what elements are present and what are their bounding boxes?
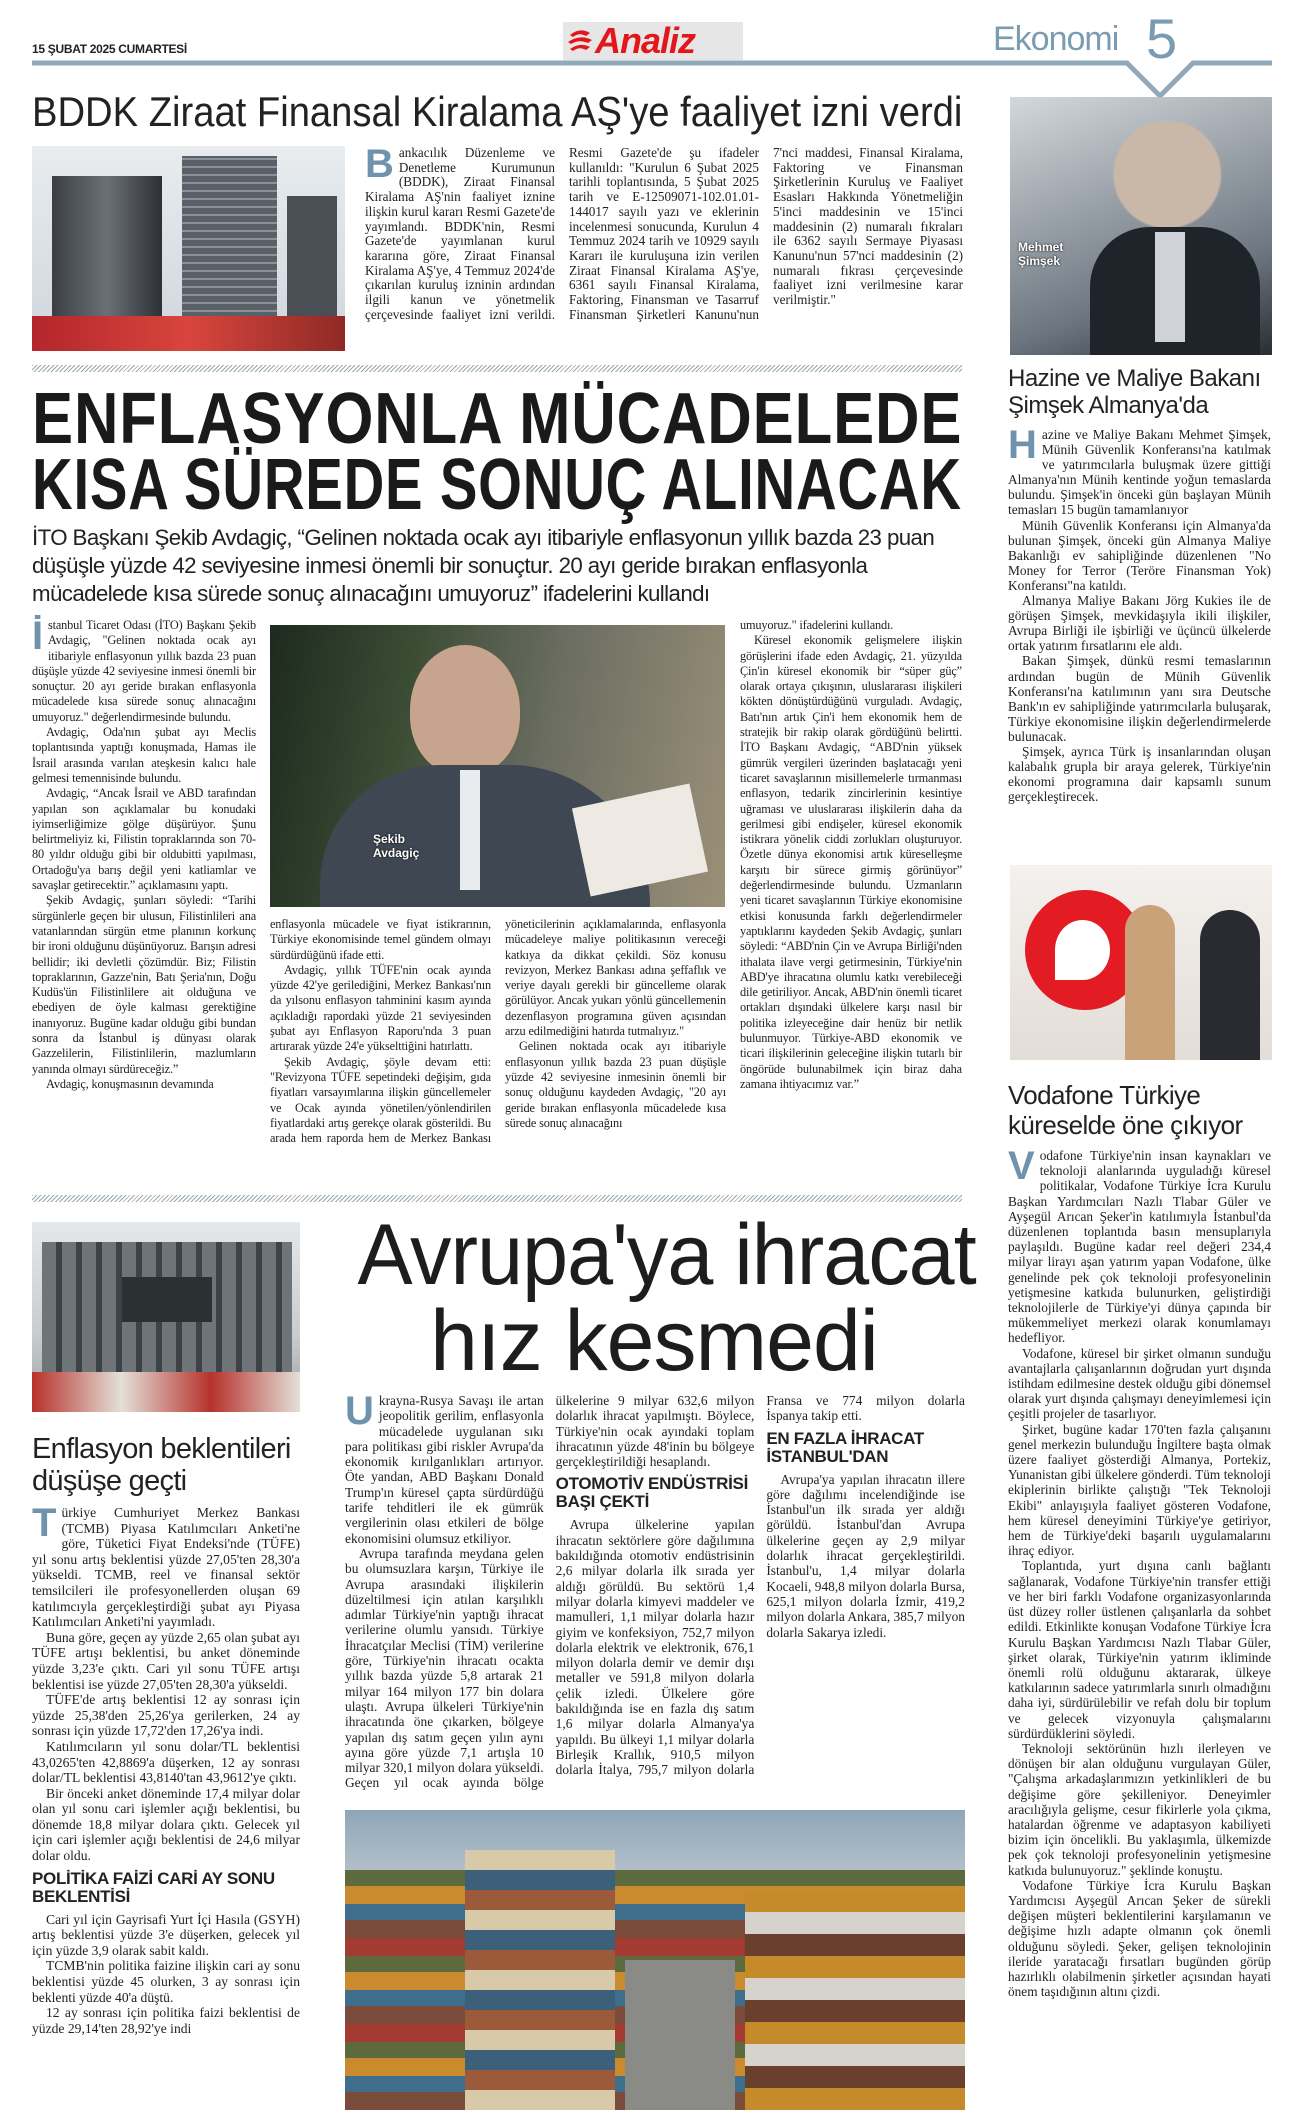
logo-emblem-icon: [566, 27, 594, 55]
paragraph: Şekib Avdagiç, şunları söyledi: “Tarihi sürgünlerle geçen bir ulusun, Filistinlileri ana vatanlarından sürgün etme planının korkunç bir ironi olduğunu düşünüyoruz. Barışın adresi bellidir; iki devletli çözümdür. Biz; Filistin topraklarının, Gazze'nin, Batı Şeria'nın, Doğu Kudüs'ün Filistinlilere ait olduğuna ve ebediyen de öyle kalması gerektiğine inanıyoruz. Bugüne kadar olduğu gibi bundan sonra da İstanbul iş dünyası olarak Gazzelilerin, Filistinlilerin, mazlumların yanında olmayı sürdüreceğiz.”: [32, 893, 256, 1076]
paragraph: Almanya Maliye Bakanı Jörg Kukies ile de görüşen Şimşek, mevkidaşıyla ikili ilişkiler, Avrupa Birliği ile işbirliği ve üçüncü ülkelerde ortak yatırım fırsatlarını ele aldı.: [1008, 593, 1271, 654]
simsek-headline-line1: Hazine ve Maliye Bakanı: [1008, 365, 1261, 392]
paragraph: İstanbul Ticaret Odası (İTO) Başkanı Şekib Avdagiç, "Gelinen noktada ocak ayı itibariyle enflasyonun yıllık bazda 23 puan düşüşle yüzde 42 seviyesine inmesi önemli bir sonuçtur. 20 ayı geride bırakan enflasyonla mücadelede kısa sürede sonuç alınacağını umuyoruz." değerlendirmesinde bulundu.: [32, 614, 256, 724]
paragraph: Teknoloji sektörünün hızlı ilerleyen ve dönüşen bir alan olduğunu vurgulayan Güler, "Çalışma arkadaşlarımızın yetkinlikleri de bu değişime göre şekilleniyor. Deneyimler aracılığıyla gelişme, cesur fikirlerle yola çıkma, hatalardan öğrenme ve adaptasyon kabiliyeti bizim için öncelikli. Bu yaklaşımla, ülkemizde pek çok teknoloji profesyonelinin yetişmesine katkıda bulunuyoruz." şeklinde konuştu.: [1008, 1740, 1271, 1878]
paragraph: 12 ay sonrası için politika faizi beklentisi de yüzde 29,14'ten 28,92'ye indi: [32, 2005, 300, 2036]
tcmb-building-photo: [32, 1222, 300, 1412]
subheading: POLİTİKA FAİZİ CARİ AY SONU BEKLENTİSİ: [32, 1868, 275, 1906]
vodafone-body: [1008, 1144, 1271, 2000]
paragraph: Toplantıda, yurt dışına canlı bağlantı sağlanarak, Vodafone Türkiye'nin transfer ettiği ve her biri farklı Vodafone organizasyonlarında üst düzey roller üstlenen çalışanlarla da sohbet edildi. Etkinlikte konuşan Vodafone Türkiye İcra Kurulu Başkan Yardımcısı Nazlı Tlabar Güler, şirket olarak, Türkiye'nin yatırım ikliminde önemli rolü olduğunu aktararak, ülkeye katkılarının sadece yatırımlarla sınırlı olmadığını daha iyi, sürdürülebilir ve refah dolu bir toplum ve gelecek vizyonuyla çalışmalarını sürdürdüklerini söyledi.: [1008, 1558, 1271, 1741]
containers-photo: [345, 1810, 965, 2110]
paragraph: Şekib Avdagiç, şöyle devam etti: "Revizyona TÜFE sepetindeki değişim, gıda fiyatları varsayımlarına ilişkin güncellemeler ve Ocak ayında yönetilen/yönlendirilen fiyatlardaki artış gerekçe olarak gösterildi. Bu arada hem raporda hem de Merkez Bankası yöneticilerinin açıklamalarında, enflasyonla mücadeleye maliye politikasının vereceği katkıya da dikkat çekildi. Söz konusu revizyon, Merkez Bankası adına şeffaflık ve veriye dayalı gerekli bir güncelleme olarak görülüyor. Ancak yukarı yönlü güncellemenin dezenflasyon programına güven açısından arzu edilmediğini hatırda tutmalıyız.": [270, 917, 726, 1146]
tcmb-body: [32, 1501, 300, 2036]
paragraph: Buna göre, geçen ay yüzde 2,65 olan şubat ayı TÜFE artışı beklentisi, bu anket döneminde yüzde 3,23'e çıktı. Cari yıl sonu TÜFE artışı beklentisi ise yüzde 27,05'ten 28,30'a yükseldi.: [32, 1629, 300, 1692]
avrupa-headline-line1: Avrupa'ya ihracat: [357, 1207, 976, 1303]
paragraph: Katılımcıların yıl sonu dolar/TL beklentisi 43,0265'ten 42,8869'a düşerken, 12 ay sonrası dolar/TL beklentisi 43,8140'tan 43,9612'ye çıktı.: [32, 1738, 300, 1786]
paragraph: Cari yıl için Gayrisafi Yurt İçi Hasıla (GSYH) artış beklentisi yüzde 3'e düşerken, gelecek yıl için yüzde 3,9 olarak sabit kaldı.: [32, 1911, 300, 1958]
main-headline-line2: KISA SÜREDE SONUÇ ALINACAK: [32, 445, 962, 525]
avdagic-photo-caption: Şekib Avdagiç: [373, 832, 420, 860]
simsek-headline-line2: Şimşek Almanya'da: [1008, 392, 1209, 419]
tcmb-headline-line1: Enflasyon beklentileri: [32, 1433, 291, 1465]
issue-date: 15 ŞUBAT 2025 CUMARTESİ: [32, 42, 187, 56]
avrupa-headline-box-2: [345, 1293, 963, 1389]
paragraph: Bankacılık Düzenleme ve Denetleme Kurumunun (BDDK), Ziraat Finansal Kiralama AŞ'nin faaliyet iznine ilişkin kurul kararı Resmi Gazete'de yayımlandı. BDDK'nin, Resmi Gazete'de yayımlanan kurul kararına göre, Ziraat Finansal Kiralama AŞ'ye, 4 Temmuz 2024'de çıkarılan kuruluş izninin ardından ilgili kanun ve yönetmelik çerçevesinde faaliyet izni verildi. Resmi Gazete'de şu ifadeler kullanıldı: "Kurulun 6 Şubat 2025 tarihli toplantısında, 5 Şubat 2025 tarih ve E-12509071-102.01.01-144017 sayılı yazı ve eklerinin incelenmesi sonucunda, Kurulun 4 Temmuz 2024 tarih ve 10929 sayılı Kararı ile kuruluşuna izin verilen Ziraat Finansal Kiralama AŞ'ye, 6361 sayılı Finansal Kiralama, Faktoring, Finansman ve Tasarruf Finansman Şirketleri Kanunu'nun 7'nci maddesi, Finansal Kiralama, Faktoring ve Finansman Şirketlerinin Kuruluş ve Faaliyet Esasları Hakkında Yönetmeliğin 5'inci maddesinin ve 15'inci maddesinin (2) numaralı fıkraları ile 6362 sayılı Sermaye Piyasası Kanunu'nun 57'nci maddesinin (2) numaralı fıkrası çerçevesinde faaliyet izni verilmesine karar verilmiştir.": [365, 142, 963, 322]
subheading: EN FAZLA İHRACAT İSTANBUL'DAN: [766, 1428, 924, 1466]
paragraph: umuyoruz." ifadelerini kullandı.: [740, 618, 894, 632]
paragraph: Gelinen noktada ocak ayı itibariyle enflasyonun yıllık bazda 23 puan düşüşle yüzde 42 seviyesine inmesinin önemli bir sonuç olduğunu kaydeden Avdagiç, "20 ayı geride bırakan enflasyonla mücadelede kısa sürede sonuç alınacağını: [505, 1039, 726, 1130]
main-subtitle: İTO Başkanı Şekib Avdagiç, “Gelinen noktada ocak ayı itibariyle enflasyonun yıllık bazda 23 puan düşüşle yüzde 42 seviyesine inmesi önemli bir sonuçtur. 20 ayı geride bırakan enflasyonla mücadelede kısa sürede sonuç alınacağını umuyoruz” ifadelerini kullandı: [32, 525, 935, 606]
simsek-body: [1008, 423, 1271, 805]
paragraph: Avrupa tarafında meydana gelen bu olumsuzlara karşın, Türkiye ile Avrupa arasındaki ilişkilerin düzeltilmesi için atılan karşılıklı adımlar Türkiye'nin yaptığı ihracat verilerine olumlu yansıdı. Türkiye İhracatçılar Meclisi (TİM) verilerine göre, Türkiye'nin ihracatı ocakta yıllık bazda yüzde 5,8 artarak 21 milyar 164 milyon 177 bin dolara ulaştı. Avrupa ülkeleri Türkiye'nin ihracatında öne çıkarken, bölgeye yapılan dış satım geçen yılın aynı ayına göre yüzde 7,1 artışla 10 milyar 320,1 milyon dolara yükseldi. Geçen yıl ocak ayında bölge ülkelerine 9 milyar 632,6 milyon dolarlık ihracat yapılmıştı. Böylece, Türkiye'nin ocak ayındaki toplam ihracatının yüzde 48'inin bu bölgeye gerçekleştirildiği hesaplandı.: [345, 1393, 755, 1791]
paragraph: Avdagiç, Oda'nın şubat ayı Meclis toplantısında yaptığı konuşmada, Hamas ile İsrail arasında varılan ateşkesin kalıcı hale gelmesi temennisinde bulundu.: [32, 725, 256, 785]
main-headline-line1: ENFLASYONLA MÜCADELEDE: [32, 379, 963, 459]
paragraph: Avrupa ülkelerine yapılan ihracatın sektörlere göre dağılımına bakıldığında otomotiv endüstrisinin 2,6 milyar dolarla ilk sırada yer aldığı görüldü. Bu sektörü 1,4 milyar dolarla kimyevi maddeler ve mamulleri, 1,1 milyar dolarla hazır giyim ve konfeksiyon, 752,7 milyon dolarla elektrik ve elektronik, 676,1 milyon dolarla demir ve demir dışı metaller ve 591,8 milyon dolarla çelik izledi. Ülkelere göre bakıldığında ise en fazla dış satım 1,6 milyar dolarla Almanya'ya yapıldı. Bu ülkeyi 1,1 milyar dolarla Birleşik Krallık, 910,5 milyon dolarla İtalya, 795,7 milyon dolarla Fransa ve 774 milyon dolarla İspanya takip etti.: [555, 1393, 965, 1778]
masthead-logo[interactable]: [563, 22, 743, 60]
avrupa-headline-line2: hız kesmedi: [430, 1293, 878, 1389]
avrupa-headline-box-1: [345, 1207, 976, 1303]
paragraph: Avdagiç, yıllık TÜFE'nin ocak ayında yüzde 42'ye gerilediğini, Merkez Bankası'nın da yılsonu enflasyon tahminini kasım ayında açıkladığı rapordaki yüzde 21 seviyesinden şubat ayı Enflasyon Raporu'nda 3 puan artırarak yüzde 24'e yükselttiğini hatırlattı.: [270, 962, 491, 1054]
avrupa-body: [345, 1389, 965, 1805]
main-body-right: [740, 618, 962, 1092]
paragraph: TCMB'nin politika faizine ilişkin cari ay sonu beklentisi yüzde 45 olurken, 3 ay sonrası için beklenti yüzde 40'a düştü.: [32, 1958, 300, 2005]
paragraph: Şirket, bugüne kadar 170'ten fazla çalışanını genel merkezin bulunduğu İngiltere başta olmak üzere faaliyet gösterdiği Almanya, Portekiz, Yunanistan gibi ülkelere gönderdi. Tüm teknoloji ekiplerinin birlikte çalıştığı "Tek Teknoloji Ekibi" anlayışıyla faaliyet gösteren Vodafone, hem küresel deneyimini Türkiye'ye getiriyor, hem de Türkiye'deki başarılı uygulamalarını ihraç ediyor.: [1008, 1421, 1271, 1559]
vodafone-headline: [1008, 1080, 1283, 1140]
bddk-headline-box: [32, 88, 962, 136]
section-divider: [32, 365, 962, 372]
paragraph: Avdagiç, “Ancak İsrail ve ABD tarafından yapılan son açıklamalar bu konudaki iyimserliğimize gölge düşürüyor. Şunu belirtmeliyiz ki, Filistin topraklarında son 70-80 yıldır olduğu gibi bir oldubitti yapılması, Ortadoğu'ya barış değil yeni katliamlar ve savaşlar getirecektir.” açıklamasını yaptı.: [32, 786, 256, 893]
main-body-middle: [270, 917, 726, 1187]
tcmb-headline-line2: düşüşe geçti: [32, 1465, 187, 1497]
paragraph: Vodafone Türkiye İcra Kurulu Başkan Yardımcısı Ayşegül Arıcan Şeker de sürekli değişen müşteri beklentilerini karşılamanın ve değişime hızlı adapte olmanın çok önemli olduğunu söyledi. Şeker, gelişen teknolojinin ileride yaratacağı fırsatları bugünden görüp hazırlıklı olabilmenin şirketler açısından hayati önem taşıdığının altını çizdi.: [1008, 1877, 1271, 2000]
paragraph: enflasyonla mücadele ve fiyat istikrarının, Türkiye ekonomisinde temel gündem olmayı sürdürdüğünü ifade etti.: [270, 917, 491, 962]
paragraph: Küresel ekonomik gelişmelere ilişkin görüşlerini ifade eden Avdagiç, 21. yüzyılda Çin'in küresel ekonomik bir “süper güç” olarak ortaya çıkışının, uluslararası ilişkileri kökten dönüştürdüğünü vurguladı. Avdagiç, Batı'nın artık Çin'i hem ekonomik hem de stratejik bir rakip olarak gördüğünü belirtti. İTO Başkanı Avdagiç, “ABD'nin yüksek gümrük vergileri üzerinden başlatacağı yeni ticaret savaşlarının misillemelerle tırmanması enflasyon, tedarik zincirlerinin kesintiye uğraması ve uluslararası ilişkilerin daha da gerilmesi gibi endişeler, küresel ekonomik istikrara yönelik ciddi zorlukları oluşturuyor. Özetle dünya ekonomisi artık küreselleşme karşıtı bir sürece girmiş görünüyor” değerlendirmesinde bulundu. Uzmanların yeni ticaret savaşlarının Türkiye ekonomisine etkisi konusunda farklı değerlendirmeler yaptıklarını kaydeden Şekib Avdagiç, şunları söyledi: “ABD'nin Çin ve Avrupa Birliği'nden ithalata ilave vergi getirmesinin, Türkiye'nin ABD'ye ihracatına olumlu katkı verebileceği dile getiriliyor. Ancak, ABD'nin önemli ticaret ortakları dışındaki ülkelere karşı nasıl bir politika izleyeceğine dair henüz bir netlik bulunmuyor. Türkiye-ABD ekonomik ve ticari ilişkilerinin geleceğine ilişkin tutarlı bir öngörüde bulunabilmek için biraz daha zamana ihtiyacımız var.”: [740, 633, 962, 1091]
vodafone-headline-line1: Vodafone Türkiye: [1008, 1080, 1201, 1110]
paragraph: Vodafone, küresel bir şirket olmanın sunduğu avantajlarla çalışanlarının doğrudan yurt dışında istihdam edilmesine destek olduğu gibi dönemsel olarak yurt dışında çalışmayı deneyimlemesi için çeşitli projeler de tasarlıyor.: [1008, 1345, 1271, 1422]
bddk-building-photo: [32, 146, 345, 351]
logo-text: Analiz: [595, 20, 696, 61]
paragraph: Bakan Şimşek, dünkü resmi temaslarının ardından bugün de Münih Güvenlik Konferansı'na katılımının yanı sıra Deutsche Bank'ın ev sahipliğinde yatırımcılarla buluşarak, Türkiye ekonomisine ilişkin değerlendirmelerde bulunacak.: [1008, 653, 1271, 744]
vodafone-photo: [1010, 865, 1272, 1060]
section-divider-2: [32, 1195, 962, 1202]
paragraph: Şimşek, ayrıca Türk iş insanlarından oluşan kalabalık grupla bir araya gelerek, Türkiye'nin ekonomi programına dair kapsamlı sunum gerçekleştirecek.: [1008, 743, 1271, 805]
paragraph: Hazine ve Maliye Bakanı Mehmet Şimşek, Münih Güvenlik Konferansı'na katılmak ve yatırımcılarla buluşmak üzere gittiği Almanya'nın Münih kentinde yoğun temaslarda bulundu. Şimşek'in önceki gün başlayan Münih temasları 15 bugün tamamlanıyor: [1008, 423, 1271, 518]
bddk-body: [365, 142, 963, 356]
paragraph: Ukrayna-Rusya Savaşı ile artan jeopolitik gerilim, enflasyonla mücadelede uygulanan sıkı para politikası gibi riskler Avrupa'da ekonomik kırılganlıkları artırıyor. Öte yandan, ABD Başkanı Donald Trump'ın küresel çapta sürdürdüğü tarife tehditleri ile ek gümrük vergilerinin olası etkileri de bölge ekonomisini olumsuz etkiliyor.: [345, 1389, 544, 1546]
tcmb-headline: [32, 1433, 307, 1497]
section-title: Ekonomi: [993, 20, 1119, 58]
paragraph: TÜFE'de artış beklentisi 12 ay sonrası için yüzde 25,38'den 25,26'ya gerilerken, 24 ay sonrası için yüzde 17,72'den 17,26'ya indi.: [32, 1692, 300, 1739]
avdagic-photo: [270, 625, 725, 907]
paragraph: Bir önceki anket döneminde 17,4 milyar dolar olan yıl sonu cari işlemler açığı beklentisi, bu dönemde 18,8 milyar dolara çıktı. Gelecek yıl için cari işlemler açığı beklentisi de 24,6 milyar dolar oldu.: [32, 1785, 300, 1864]
main-body-left: [32, 614, 256, 1092]
vodafone-headline-line2: küreselde öne çıkıyor: [1008, 1110, 1243, 1140]
paragraph: Türkiye Cumhuriyet Merkez Bankası (TCMB) Piyasa Katılımcıları Anketi'ne göre, Tüketici Fiyat Endeksi'nde (TÜFE) yıl sonu artış beklentisi yüzde 27,05'ten 28,30'a yükseldi. TCMB, reel ve finansal sektör temsilcileri ile profesyonellerden oluşan 69 katılımcıyla gerçekleştirdiği şubat ayı Piyasa Katılımcıları Anketi'ni yayımladı.: [32, 1501, 300, 1630]
subheading: OTOMOTİV ENDÜSTRİSİ BAŞI ÇEKTİ: [555, 1474, 748, 1512]
paragraph: Avdagiç, konuşmasının devamında: [46, 1076, 214, 1091]
simsek-photo: [1010, 97, 1272, 355]
bddk-headline: BDDK Ziraat Finansal Kiralama AŞ'ye faaliyet izni verdi: [32, 88, 963, 135]
paragraph: Avrupa'ya yapılan ihracatın illere göre dağılımı incelendiğinde ise İstanbul'un ilk sırada yer aldığı görüldü. İstanbul'dan Avrupa ülkelerine geçen ay 2,9 milyar dolarlık ihracat gerçekleştirildi. İstanbul'u, 1,4 milyar dolarla Kocaeli, 948,8 milyon dolarla Bursa, 625,1 milyon dolarla İzmir, 419,2 milyon dolarla Ankara, 385,7 milyon dolarla Sakarya izledi.: [766, 1471, 965, 1640]
simsek-photo-caption: Mehmet Şimşek: [1018, 240, 1064, 268]
paragraph: Vodafone Türkiye'nin insan kaynakları ve teknoloji alanlarında uyguladığı küresel politikalar, Vodafone Türkiye İcra Kurulu Başkan Yardımcıları Nazlı Tlabar Güler ve Ayşegül Arıcan Şeker'in katılımıyla İstanbul'da düzenlenen toplantıda basın mensuplarıyla paylaşıldı. Bugüne kadar reel değeri 234,4 milyar lirayı aşan yatırım yapan Vodafone, ülke genelinde pek çok teknoloji profesyonelinin yetişmesine katkıda bulunurken, geliştirdiği teknolojilerle de Türkiye'yi dünya çapında bir mükemmeliyet merkezi olarak konumlamayı hedefliyor.: [1008, 1144, 1271, 1346]
page-number: 5: [1146, 7, 1178, 70]
main-headline-box-2: [32, 445, 962, 525]
simsek-headline: [1008, 365, 1283, 419]
paragraph: Münih Güvenlik Konferansı için Almanya'da bulunan Şimşek, önceki gün Almanya Maliye Bakanlığı ev sahipliğinde düzenlenen "No Money for Terror (Teröre Finansman Yok) Konferansı"na katıldı.: [1008, 517, 1271, 593]
